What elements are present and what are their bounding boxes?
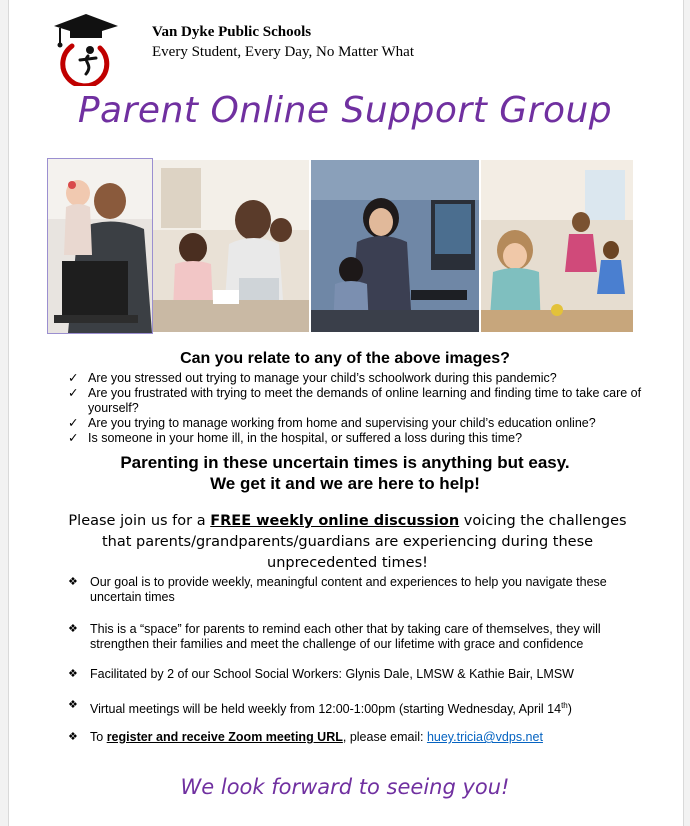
list-item: ✓ Is someone in your home ill, in the hospital, or suffered a loss during this time? [68,431,523,445]
diamond-bullet-icon: ❖ [68,576,78,588]
diamond-bullet-icon: ❖ [68,668,78,680]
list-item: ❖ To register and receive Zoom meeting URL, please email: huey.tricia@vdps.net [68,730,543,744]
free-discussion-emphasis: FREE weekly online discussion [210,513,460,529]
page-title: Parent Online Support Group [77,90,613,131]
photo-tired-mother-playing-children [481,160,633,332]
register-emphasis: register and receive Zoom meeting URL [106,730,343,744]
checklist [68,371,648,446]
checkmark-icon: ✓ [68,371,79,385]
bold-message-line-1: Parenting in these uncertain times is anything but easy. [120,453,570,472]
list-item: ❖ Facilitated by 2 of our School Social Workers: Glynis Dale, LMSW & Kathie Bair, LMSW [68,667,574,681]
bold-message-line-2: We get it and we are here to help! [210,474,480,493]
bold-message [0,452,690,494]
photo-mother-children-with-devices [153,160,309,332]
checkmark-icon: ✓ [68,431,79,445]
school-name: Van Dyke Public Schools [152,24,312,40]
list-item: ❖ Our goal is to provide weekly, meaningful content and experiences to help you navigate these uncertain times [68,575,607,604]
diamond-bullet-icon: ❖ [68,699,78,711]
checkmark-icon: ✓ [68,386,79,400]
checkmark-icon: ✓ [68,416,79,430]
list-item: ✓ Are you frustrated with trying to meet the demands of online learning and finding time to take care of yourself? [68,386,642,415]
list-item: ✓ Are you trying to manage working from home and supervising your child’s education online? [68,416,596,430]
photo-mother-child-at-computer [311,160,479,332]
photo-father-with-baby-at-laptop [47,158,153,334]
question-heading: Can you relate to any of the above images? [180,350,510,367]
school-motto: Every Student, Every Day, No Matter What [152,44,415,60]
diamond-bullet-icon: ❖ [68,731,78,743]
closing-message: We look forward to seeing you! [180,775,510,799]
diamond-bullet-icon: ❖ [68,623,78,635]
join-paragraph: Please join us for a FREE weekly online discussion voicing the challenges that parents/grandparents/guardians are experiencing during these unprecedented times! [68,513,627,571]
list-item: ❖ This is a “space” for parents to remind each other that by taking care of themselves, they will strengthen their families and meet the challenge of our lifetime with grace and confidence [68,622,601,651]
school-logo [50,10,120,86]
list-item: ✓ Are you stressed out trying to manage your child’s schoolwork during this pandemic? [68,371,557,385]
list-item: ❖ Virtual meetings will be held weekly from 12:00-1:00pm (starting Wednesday, April 14th) [68,699,572,717]
email-link[interactable]: huey.tricia@vdps.net [426,730,543,744]
